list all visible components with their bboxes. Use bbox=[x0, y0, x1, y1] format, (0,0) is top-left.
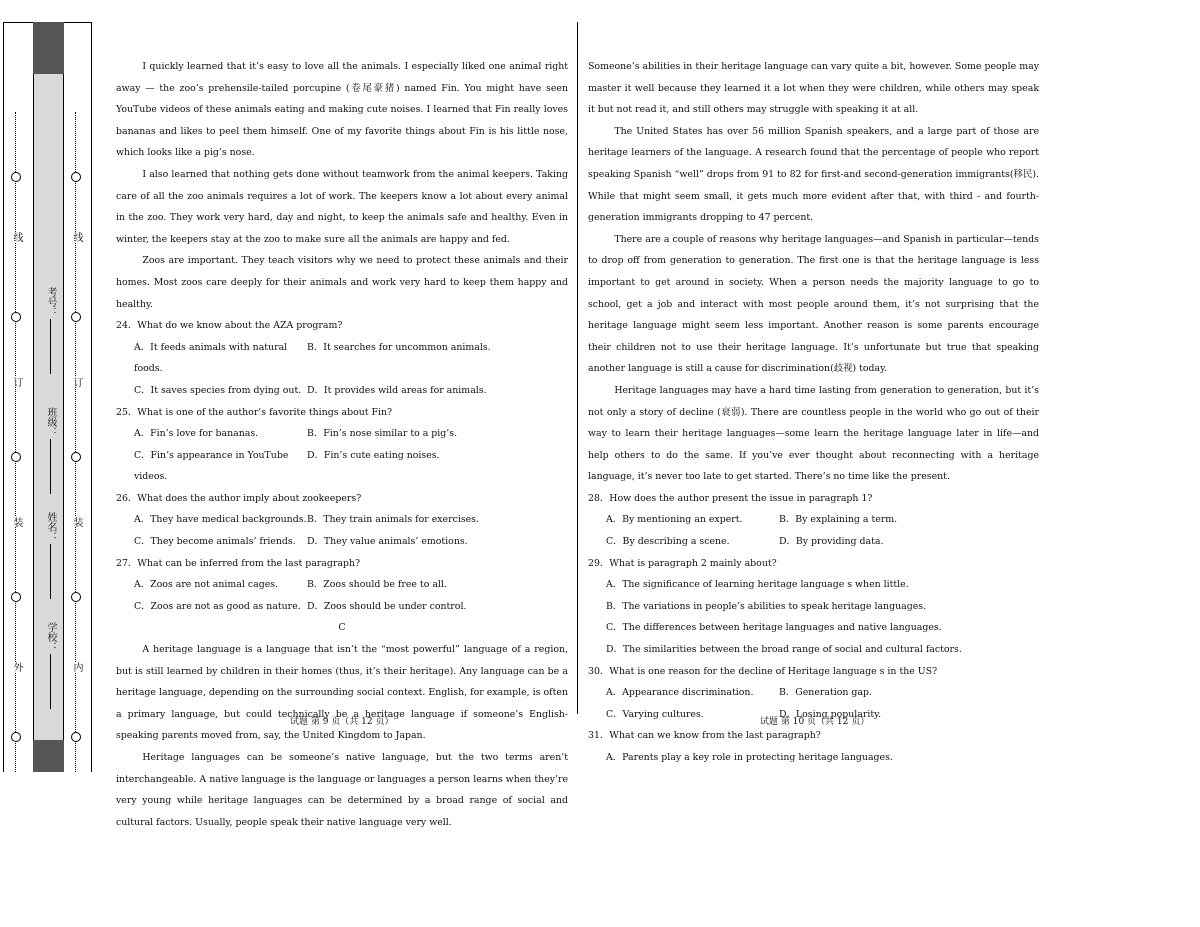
answer-options-row bbox=[116, 380, 568, 402]
question-30: 30．What is one reason for the decline of Heritage language s in the US? bbox=[588, 665, 938, 677]
binding-right-border bbox=[91, 22, 92, 772]
binding-dark-block-top bbox=[33, 22, 64, 74]
cut-mark: 订 bbox=[11, 377, 22, 387]
circle-marker bbox=[71, 172, 81, 182]
answer-option[interactable]: D．They value animals’ emotions. bbox=[307, 536, 468, 548]
cut-mark: 装 bbox=[11, 517, 22, 527]
outer-cut-line bbox=[11, 112, 21, 772]
binding-left-border bbox=[3, 22, 4, 772]
passage-paragraph: There are a couple of reasons why heritage languages—and Spanish in particular—tends to drop off from generation to generation. The first one is that the heritage language is less important to get around in society. When a person needs the majority language to go to school, get a job and interact with most people around them, it’s not surprising that the heritage language might seem less important. Another reason is some parents encourage their children not to use their heritage language. It’s unfortunate but true that speaking another language is still a cause for discrimination(歧视) today. bbox=[588, 233, 1039, 375]
section-heading: C bbox=[338, 622, 346, 634]
circle-marker bbox=[71, 452, 81, 462]
question-24: 24．What do we know about the AZA program? bbox=[116, 320, 343, 332]
field-school[interactable]: 学校： bbox=[36, 622, 58, 709]
answer-option[interactable]: D．It provides wild areas for animals. bbox=[307, 384, 487, 396]
answer-options-row bbox=[116, 337, 568, 380]
answer-options-row bbox=[116, 423, 568, 445]
answer-option[interactable]: A．The significance of learning heritage language s when little. bbox=[606, 579, 909, 591]
answer-option[interactable]: C．It saves species from dying out. bbox=[134, 384, 302, 396]
question-27: 27．What can be inferred from the last paragraph? bbox=[116, 557, 360, 569]
question-25: 25．What is one of the author’s favorite things about Fin? bbox=[116, 406, 393, 418]
answer-option[interactable]: A．It feeds animals with natural foods. bbox=[134, 341, 288, 375]
field-name[interactable]: 姓名： bbox=[36, 512, 58, 599]
binding-margin bbox=[0, 22, 93, 772]
answer-options-row bbox=[116, 445, 568, 488]
circle-marker bbox=[11, 732, 21, 742]
answer-option[interactable]: A．They have medical backgrounds. bbox=[134, 514, 307, 526]
passage-paragraph: I quickly learned that it’s easy to love all the animals. I especially liked one animal right away — the zoo’s prehensile-tailed porcupine (卷尾豪猪) named Fin. You might have seen YouTube videos of these animals eating and making cute noises. I learned that Fin really loves bananas and likes to peel them himself. One of my favorite things about Fin is his little nose, which looks like a pig’s nose. bbox=[116, 61, 568, 159]
answer-option[interactable]: A．Parents play a key role in protecting heritage languages. bbox=[606, 752, 893, 763]
answer-options-row bbox=[116, 531, 568, 553]
circle-marker bbox=[11, 452, 21, 462]
answer-options-row bbox=[116, 509, 568, 531]
answer-option[interactable]: A．Fin’s love for bananas. bbox=[134, 428, 259, 440]
page-footer-9: 试题 第 9 页（共 12 页） bbox=[290, 717, 394, 727]
answer-option[interactable]: B．They train animals for exercises. bbox=[307, 514, 479, 526]
answer-options-row bbox=[588, 531, 1039, 553]
page-divider bbox=[577, 22, 578, 714]
passage-paragraph: A heritage language is a language that isn’t the “most powerful” language of a region, but is still learned by children in their homes (thus, it’s their heritage). Any language can be a heritage language, depending on the surrounding social context. English, for example, is often a primary language, but could technically be a heritage language if someone’s English-speaking parents moved from, say, the United Kingdom to Japan. bbox=[116, 644, 568, 742]
answer-option[interactable]: B．Zoos should be free to all. bbox=[307, 579, 447, 591]
question-28: 28．How does the author present the issue in paragraph 1? bbox=[588, 492, 873, 504]
passage-paragraph: Heritage languages can be someone’s native language, but the two terms aren’t interchangeable. A native language is the language or languages a person learns when they’re very young while heritage languages can be determined by a broad range of social and cultural factors. Usually, people speak their native language very well. bbox=[116, 752, 568, 828]
circle-marker bbox=[11, 592, 21, 602]
circle-marker bbox=[71, 592, 81, 602]
cut-mark: 线 bbox=[71, 232, 82, 242]
answer-option[interactable]: D．Losing popularity. bbox=[779, 708, 882, 720]
question-29: 29．What is paragraph 2 mainly about? bbox=[588, 557, 777, 569]
answer-option[interactable]: A．Zoos are not animal cages. bbox=[134, 579, 279, 591]
answer-option[interactable]: A．Appearance discrimination. bbox=[606, 687, 754, 699]
passage-paragraph: I also learned that nothing gets done without teamwork from the animal keepers. Taking care of all the zoo animals requires a lot of work. The keepers know a lot about every animal in the zoo. They work very hard, day and night, to keep the animals safe and healthy. Even in winter, the keepers stay at the zoo to make sure all the animals are happy and fed. bbox=[116, 168, 568, 245]
passage-paragraph: Zoos are important. They teach visitors why we need to protect these animals and their homes. Most zoos care deeply for their animals and work very hard to keep them happy and healthy. bbox=[116, 255, 568, 310]
answer-option[interactable]: C．They become animals’ friends. bbox=[134, 536, 296, 548]
page-footer-10: 试题 第 10 页（共 12 页） bbox=[760, 717, 870, 727]
question-31: 31．What can we know from the last paragraph? bbox=[588, 730, 821, 742]
cut-mark: 内 bbox=[71, 662, 82, 672]
answer-option[interactable]: A．By mentioning an expert. bbox=[606, 514, 743, 526]
question-26: 26．What does the author imply about zookeepers? bbox=[116, 492, 362, 504]
right-page-column bbox=[588, 56, 1039, 769]
cut-mark: 线 bbox=[11, 232, 22, 242]
answer-option[interactable]: D．Fin’s cute eating noises. bbox=[307, 449, 440, 461]
answer-option[interactable]: D．By providing data. bbox=[779, 536, 884, 548]
answer-option[interactable]: C．Zoos are not as good as nature. bbox=[134, 600, 301, 612]
circle-marker bbox=[71, 732, 81, 742]
answer-option[interactable]: C．Varying cultures. bbox=[606, 708, 704, 720]
cut-mark: 外 bbox=[11, 662, 22, 672]
answer-option[interactable]: B．By explaining a term. bbox=[779, 514, 898, 526]
answer-option[interactable]: C．The differences between heritage languages and native languages. bbox=[606, 622, 942, 634]
answer-option[interactable]: D．The similarities between the broad range of social and cultural factors. bbox=[606, 644, 962, 656]
passage-paragraph: Someone’s abilities in their heritage language can vary quite a bit, however. Some people may master it well because they learned it a lot when they were children, while others may speak it but not read it, and still others may struggle with speaking it at all. bbox=[588, 61, 1039, 116]
inner-cut-line bbox=[71, 112, 81, 772]
answer-option[interactable]: B．It searches for uncommon animals. bbox=[307, 341, 491, 353]
answer-options-row bbox=[588, 509, 1039, 531]
field-class[interactable]: 班级： bbox=[36, 407, 58, 494]
field-exam-number[interactable]: 考号： bbox=[36, 287, 58, 374]
circle-marker bbox=[11, 172, 21, 182]
answer-options-row bbox=[116, 574, 568, 596]
circle-marker bbox=[11, 312, 21, 322]
circle-marker bbox=[71, 312, 81, 322]
answer-option[interactable]: B．Generation gap. bbox=[779, 687, 872, 699]
answer-options-row bbox=[116, 596, 568, 618]
cut-mark: 订 bbox=[71, 377, 82, 387]
answer-option[interactable]: C．By describing a scene. bbox=[606, 536, 730, 548]
passage-paragraph: Heritage languages may have a hard time lasting from generation to generation, but it’s not only a story of decline (衰弱). There are countless people in the world who go out of their way to learn their heritage languages—some learn the heritage language later in life—and help others to do the same. If you’ve ever thought about reconnecting with a heritage language, it’s never too late to get started. There’s no time like the present. bbox=[588, 384, 1039, 483]
cut-mark: 装 bbox=[71, 517, 82, 527]
passage-paragraph: The United States has over 56 million Spanish speakers, and a large part of those are heritage learners of the language. A research found that the percentage of people who report speaking Spanish “well” drops from 91 to 82 for first-and second-generation immigrants(移民). While that might seem small, it gets much more evident after that, with third - and fourth-generation immigrants dropping to 47 percent. bbox=[588, 125, 1039, 224]
answer-option[interactable]: C．Fin’s appearance in YouTube videos. bbox=[134, 449, 289, 483]
answer-option[interactable]: D．Zoos should be under control. bbox=[307, 600, 467, 612]
answer-option[interactable]: B．Fin’s nose similar to a pig’s. bbox=[307, 428, 458, 440]
answer-option[interactable]: B．The variations in people’s abilities to speak heritage languages. bbox=[606, 600, 927, 612]
answer-options-row bbox=[588, 682, 1039, 704]
binding-dark-block-bottom bbox=[33, 740, 64, 772]
